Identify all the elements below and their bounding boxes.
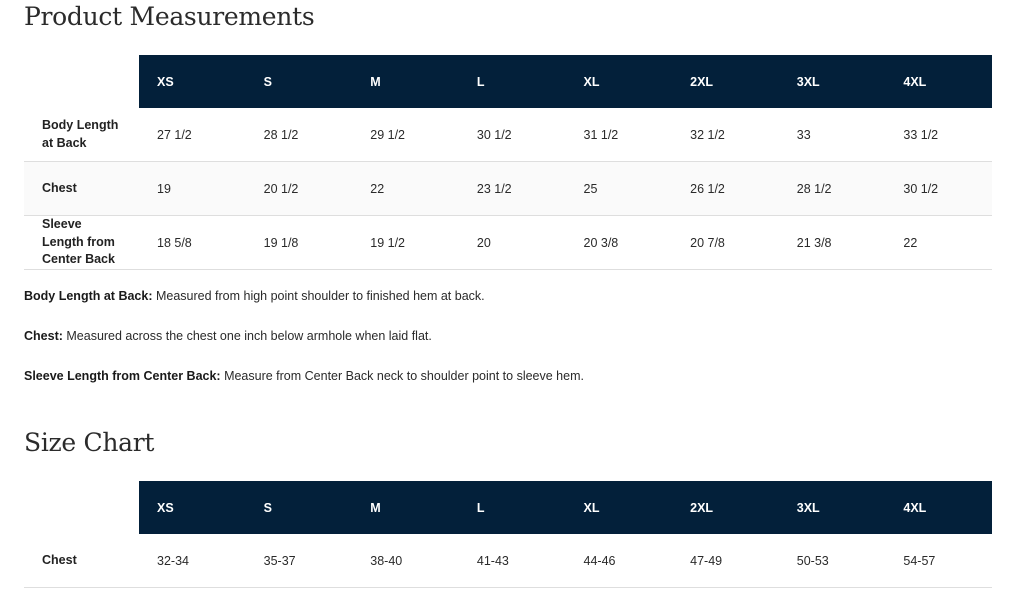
table-cell: 28 1/2 xyxy=(246,108,353,162)
table-cell: 20 xyxy=(459,216,566,270)
product-measurements-title: Product Measurements xyxy=(24,2,315,31)
table-cell: 35-37 xyxy=(246,534,353,588)
table-cell: 33 xyxy=(779,108,886,162)
table-cell: 32-34 xyxy=(139,534,246,588)
table-cell: 20 1/2 xyxy=(246,162,353,216)
table-cell: 41-43 xyxy=(459,534,566,588)
row-label: Body Length at Back xyxy=(24,108,139,162)
size-header: 3XL xyxy=(779,481,886,534)
table-cell: 30 1/2 xyxy=(885,162,992,216)
size-header: 2XL xyxy=(672,481,779,534)
note-term: Body Length at Back: xyxy=(24,289,153,303)
table-cell: 54-57 xyxy=(885,534,992,588)
table-cell: 20 7/8 xyxy=(672,216,779,270)
note-chest xyxy=(24,329,432,343)
size-header: L xyxy=(459,481,566,534)
table-row xyxy=(24,162,992,216)
table-cell: 27 1/2 xyxy=(139,108,246,162)
note-sleeve-length xyxy=(24,369,584,383)
size-header: S xyxy=(246,55,353,108)
table-cell: 44-46 xyxy=(566,534,673,588)
note-term: Chest: xyxy=(24,329,63,343)
table-cell: 50-53 xyxy=(779,534,886,588)
header-blank-cell xyxy=(24,481,139,534)
size-header: M xyxy=(352,481,459,534)
size-header: XL xyxy=(566,55,673,108)
size-header: S xyxy=(246,481,353,534)
table-cell: 25 xyxy=(566,162,673,216)
size-header: L xyxy=(459,55,566,108)
size-header: 3XL xyxy=(779,55,886,108)
table-cell: 28 1/2 xyxy=(779,162,886,216)
table-cell: 26 1/2 xyxy=(672,162,779,216)
table-cell: 30 1/2 xyxy=(459,108,566,162)
note-text: Measure from Center Back neck to shoulder point to sleeve hem. xyxy=(220,369,584,383)
table-cell: 32 1/2 xyxy=(672,108,779,162)
table-row xyxy=(24,534,992,588)
size-header: 2XL xyxy=(672,55,779,108)
size-header: XS xyxy=(139,55,246,108)
note-term: Sleeve Length from Center Back: xyxy=(24,369,221,383)
size-header: 4XL xyxy=(885,55,992,108)
table-cell: 19 1/8 xyxy=(246,216,353,270)
table-header-row xyxy=(24,55,992,108)
size-header: XL xyxy=(566,481,673,534)
size-header: XS xyxy=(139,481,246,534)
row-label: Chest xyxy=(24,162,139,216)
header-blank-cell xyxy=(24,55,139,108)
size-chart-title: Size Chart xyxy=(24,428,155,457)
size-chart-table xyxy=(24,481,992,588)
size-header: M xyxy=(352,55,459,108)
note-text: Measured across the chest one inch below armhole when laid flat. xyxy=(62,329,432,343)
table-cell: 20 3/8 xyxy=(566,216,673,270)
row-label: Chest xyxy=(24,534,139,588)
table-cell: 22 xyxy=(352,162,459,216)
table-cell: 31 1/2 xyxy=(566,108,673,162)
note-body-length xyxy=(24,289,485,303)
table-cell: 33 1/2 xyxy=(885,108,992,162)
row-label: Sleeve Length from Center Back xyxy=(24,216,139,270)
table-cell: 19 1/2 xyxy=(352,216,459,270)
table-cell: 19 xyxy=(139,162,246,216)
table-row xyxy=(24,108,992,162)
table-cell: 22 xyxy=(885,216,992,270)
table-cell: 23 1/2 xyxy=(459,162,566,216)
table-cell: 21 3/8 xyxy=(779,216,886,270)
table-row xyxy=(24,216,992,270)
table-cell: 38-40 xyxy=(352,534,459,588)
table-cell: 18 5/8 xyxy=(139,216,246,270)
product-measurements-table xyxy=(24,55,992,270)
size-header: 4XL xyxy=(885,481,992,534)
note-text: Measured from high point shoulder to finished hem at back. xyxy=(152,289,485,303)
table-cell: 29 1/2 xyxy=(352,108,459,162)
table-cell: 47-49 xyxy=(672,534,779,588)
table-header-row xyxy=(24,481,992,534)
